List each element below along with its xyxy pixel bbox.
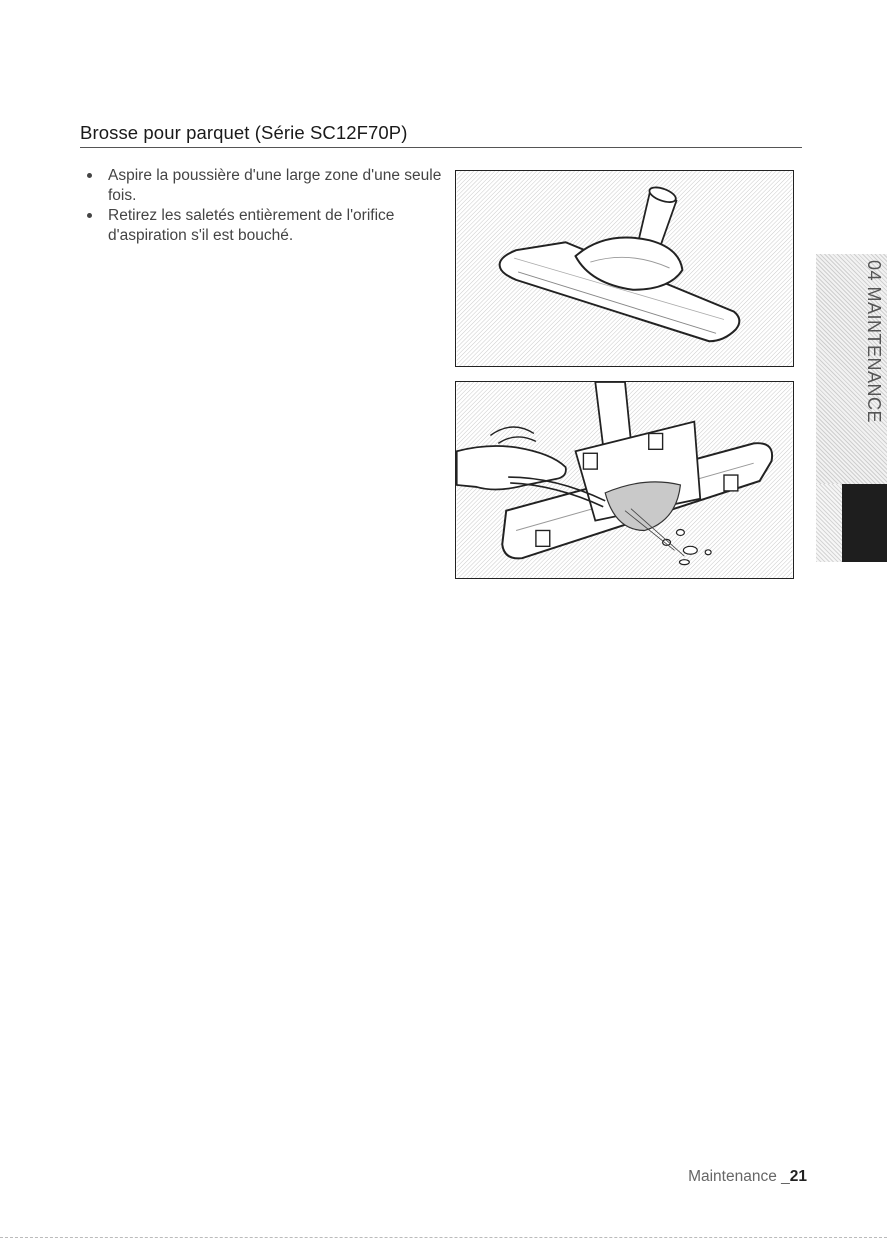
bullet-item: Aspire la poussière d'une large zone d'une seule fois. (80, 166, 452, 206)
parquet-brush-drawing (456, 171, 793, 366)
bullet-list (80, 166, 452, 246)
page-footer (688, 1168, 807, 1186)
chapter-side-tab (816, 254, 887, 562)
tab-dark-block (842, 484, 887, 562)
bullet-item: Retirez les saletés entièrement de l'orifice d'aspiration s'il est bouché. (80, 206, 452, 246)
parquet-brush-illustration (455, 170, 794, 367)
chapter-label: 04 MAINTENANCE (864, 260, 884, 424)
cleaning-illustration (455, 381, 794, 579)
tab-hatched-fade (816, 484, 842, 562)
section-title: Brosse pour parquet (Série SC12F70P) (80, 122, 802, 148)
footer-chapter: Maintenance _ (688, 1168, 790, 1185)
page-number: 21 (789, 1168, 807, 1185)
bottom-divider (0, 1237, 887, 1238)
cleaning-drawing (456, 382, 793, 578)
